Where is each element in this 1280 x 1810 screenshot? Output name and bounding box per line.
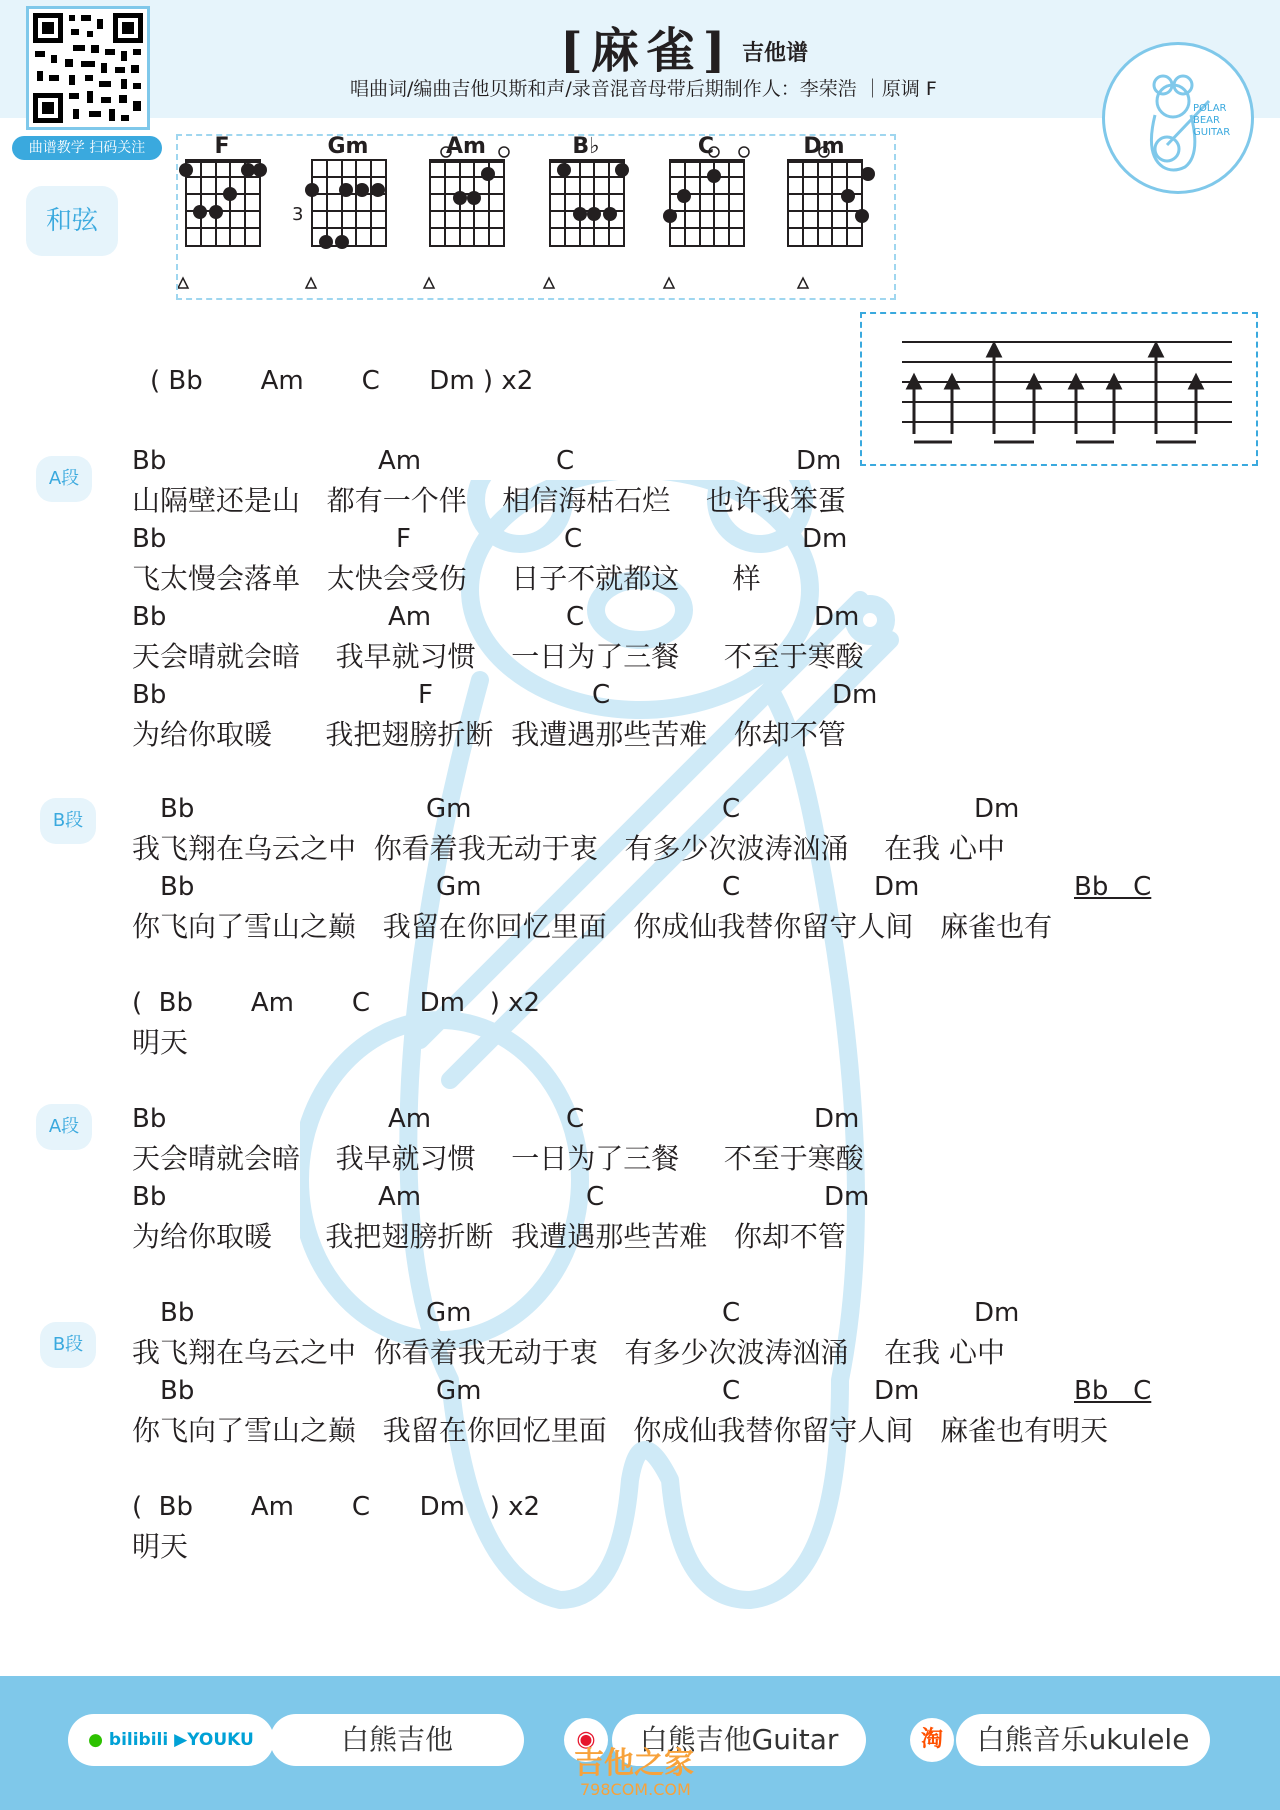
chord-name-c: C xyxy=(697,134,715,159)
chord: Bb xyxy=(160,1298,195,1328)
chord: Bb xyxy=(132,446,167,476)
page-title: [麻雀] xyxy=(560,23,734,79)
chord: Bb xyxy=(132,524,167,554)
chord-name-bb: B♭ xyxy=(572,134,600,159)
site-watermark: 吉他之家 xyxy=(574,1746,694,1781)
chord: C xyxy=(564,524,583,554)
chords-badge: 和弦 xyxy=(26,186,118,256)
chord: Dm xyxy=(832,680,878,710)
weibo-icon[interactable]: ◉ xyxy=(564,1718,608,1762)
chord: F xyxy=(418,680,433,710)
bilibili-account[interactable]: 白熊吉他 xyxy=(270,1714,524,1766)
lyric-line: 天会晴就会暗 我早就习惯 一日为了三餐 不至于寒酸 xyxy=(132,1142,864,1175)
chord: Dm xyxy=(824,1182,870,1212)
chord: Dm xyxy=(796,446,842,476)
chord: Gm xyxy=(436,1376,482,1406)
chord: Dm xyxy=(874,1376,920,1406)
chord: Gm xyxy=(426,1298,472,1328)
qr-caption: 曲谱教学 扫码关注 xyxy=(12,136,162,160)
chord: Bb xyxy=(132,602,167,632)
chord: Dm xyxy=(814,602,860,632)
chord: C xyxy=(592,680,611,710)
chord: C xyxy=(722,794,741,824)
chord: Bb xyxy=(132,680,167,710)
chord: Am xyxy=(378,1182,422,1212)
lyric-line: 飞太慢会落单 太快会受伤 日子不就都这 样 xyxy=(132,562,761,595)
outro-chords: ( Bb Am C Dm ) x2 xyxy=(132,1492,541,1522)
section-badge-b: B段 xyxy=(40,1322,96,1368)
chord: Bb xyxy=(160,1376,195,1406)
chord: C xyxy=(556,446,575,476)
chord: Bb xyxy=(160,794,195,824)
lyric-line: 你飞向了雪山之巅 我留在你回忆里面 你成仙我替你留守人间 麻雀也有 xyxy=(132,910,1053,943)
chord: Gm xyxy=(426,794,472,824)
chord-name-am: Am xyxy=(446,134,486,159)
taobao-account[interactable]: 白熊音乐ukulele xyxy=(956,1714,1210,1766)
lyric-line: 山隔壁还是山 都有一个伴 相信海枯石烂 也许我笨蛋 xyxy=(132,484,846,517)
intro-chords: ( Bb Am C Dm ) x2 xyxy=(150,366,534,396)
lyric-line: 你飞向了雪山之巅 我留在你回忆里面 你成仙我替你留守人间 麻雀也有明天 xyxy=(132,1414,1109,1447)
chord: F xyxy=(396,524,411,554)
chord: C xyxy=(586,1182,605,1212)
chord: C xyxy=(722,1298,741,1328)
chord: Gm xyxy=(436,872,482,902)
chord: Bb C xyxy=(1074,872,1152,902)
chord: Am xyxy=(378,446,422,476)
chord: Bb xyxy=(132,1182,167,1212)
logo-text: POLAR BEAR GUITAR xyxy=(1193,103,1231,138)
chord-diagrams xyxy=(176,134,896,300)
site-watermark-url: 798COM.COM xyxy=(580,1780,691,1799)
chord-name-gm: Gm xyxy=(327,134,369,159)
section-badge-b: B段 xyxy=(40,798,96,844)
interlude-chords: ( Bb Am C Dm ) x2 xyxy=(132,988,541,1018)
video-platforms[interactable]: ● bilibili ▶YOUKU xyxy=(68,1714,274,1766)
section-badge-a: A段 xyxy=(36,456,92,502)
chord: Am xyxy=(388,1104,432,1134)
chord: Am xyxy=(388,602,432,632)
chord-name-dm: Dm xyxy=(803,134,845,159)
chord: Bb xyxy=(132,1104,167,1134)
wechat-icon: ● xyxy=(88,1730,103,1750)
chord-name-f: F xyxy=(214,134,230,159)
weibo-account[interactable]: 白熊吉他Guitar xyxy=(612,1714,866,1766)
page-subtitle: 吉他谱 xyxy=(742,41,809,66)
lyric-line: 明天 xyxy=(132,1026,189,1059)
chord: Dm xyxy=(814,1104,860,1134)
qr-code-icon[interactable] xyxy=(26,6,150,130)
lyric-line: 天会晴就会暗 我早就习惯 一日为了三餐 不至于寒酸 xyxy=(132,640,864,673)
chord: Dm xyxy=(802,524,848,554)
svg-text:3: 3 xyxy=(292,204,304,225)
chord: C xyxy=(566,1104,585,1134)
chord: Dm xyxy=(874,872,920,902)
lyric-line: 为给你取暖 我把翅膀折断 我遭遇那些苦难 你却不管 xyxy=(132,1220,846,1253)
credits: 唱曲词/编曲吉他贝斯和声/录音混音母带后期制作人：李荣浩 ｜原调 F xyxy=(350,78,937,100)
chord: Dm xyxy=(974,1298,1020,1328)
strum-pattern xyxy=(860,312,1258,466)
chord: Bb xyxy=(160,872,195,902)
chord: C xyxy=(722,1376,741,1406)
chord: C xyxy=(722,872,741,902)
section-badge-a: A段 xyxy=(36,1104,92,1150)
lyric-line: 我飞翔在乌云之中 你看着我无动于衷 有多少次波涛汹涌 在我 心中 xyxy=(132,1336,1006,1369)
polar-bear-logo xyxy=(1102,42,1254,194)
chord: Bb C xyxy=(1074,1376,1152,1406)
lyric-line: 我飞翔在乌云之中 你看着我无动于衷 有多少次波涛汹涌 在我 心中 xyxy=(132,832,1006,865)
chord: Dm xyxy=(974,794,1020,824)
taobao-icon[interactable]: 淘 xyxy=(910,1718,954,1762)
lyric-line: 明天 xyxy=(132,1530,189,1563)
lyric-line: 为给你取暖 我把翅膀折断 我遭遇那些苦难 你却不管 xyxy=(132,718,846,751)
chord: C xyxy=(566,602,585,632)
